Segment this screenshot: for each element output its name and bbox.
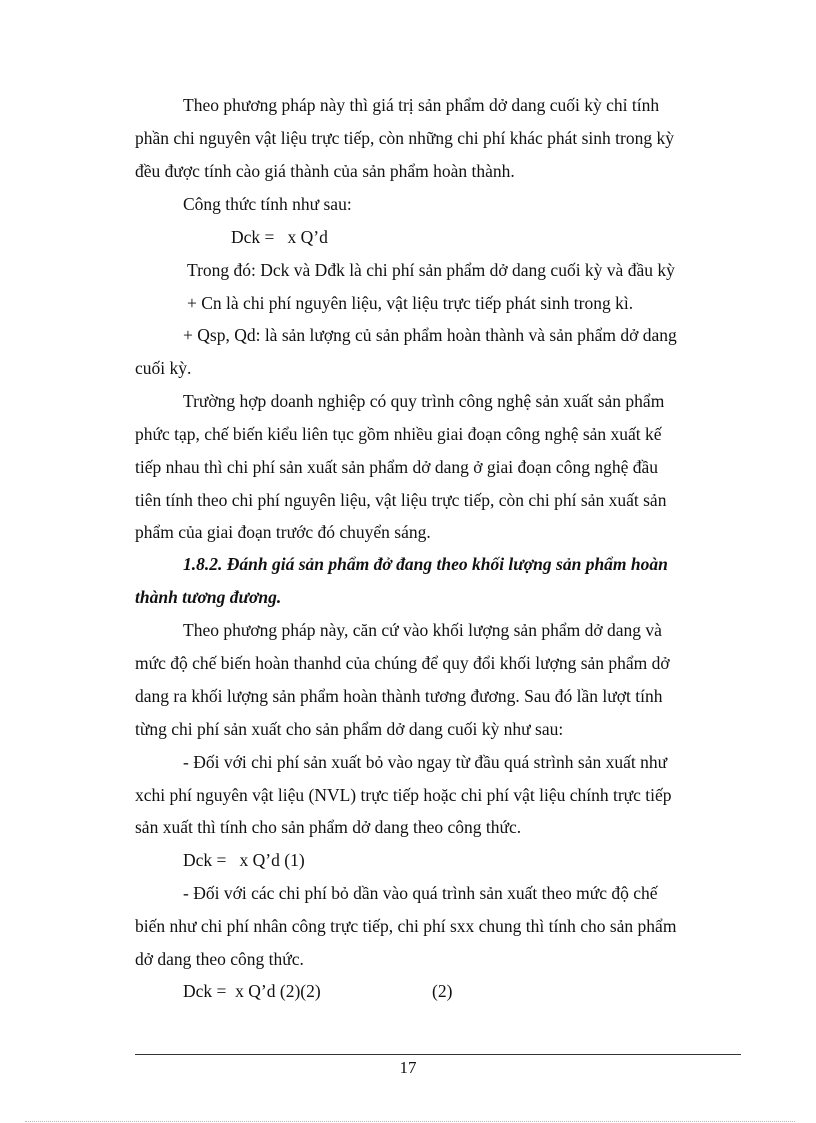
paragraph-line: Trường hợp doanh nghiệp có quy trình công nghệ sản xuất sản phẩm: [183, 391, 665, 411]
paragraph-line: dở dang theo công thức.: [135, 949, 304, 969]
paragraph-line: - Đối với các chi phí bỏ dần vào quá trình sản xuất theo mức độ chế: [183, 883, 658, 903]
paragraph-line: đều được tính cào giá thành của sản phẩm hoàn thành.: [135, 161, 515, 181]
paragraph-line: mức độ chế biến hoàn thanhd của chúng để quy đổi khối lượng sản phẩm dở: [135, 653, 670, 673]
paragraph-line: cuối kỳ.: [135, 358, 192, 378]
paragraph-line: Theo phương pháp này, căn cứ vào khối lượng sản phẩm dở dang và: [183, 620, 662, 640]
paragraph-line: từng chi phí sản xuất cho sản phẩm dở dang cuối kỳ như sau:: [135, 719, 564, 739]
paragraph-line: Theo phương pháp này thì giá trị sản phẩm dở dang cuối kỳ chỉ tính: [183, 95, 660, 115]
footer-rule: [135, 1054, 741, 1055]
paragraph-line: + Cn là chi phí nguyên liệu, vật liệu trực tiếp phát sinh trong kì.: [187, 293, 634, 313]
paragraph-line: Công thức tính như sau:: [183, 194, 352, 214]
paragraph-line: sản xuất thì tính cho sản phẩm dở dang theo công thức.: [135, 817, 522, 837]
formula-line: Dck = x Q’d (2)(2): [183, 981, 321, 1001]
paragraph-line: Trong đó: Dck và Dđk là chi phí sản phẩm dở dang cuối kỳ và đầu kỳ: [187, 260, 675, 280]
paragraph-line: + Qsp, Qd: là sản lượng củ sản phẩm hoàn thành và sản phẩm dở dang: [183, 325, 677, 345]
paragraph-line: tiếp nhau thì chi phí sản xuất sản phẩm dở dang ở giai đoạn công nghệ đầu: [135, 457, 658, 477]
paragraph-line: xchi phí nguyên vật liệu (NVL) trực tiếp hoặc chi phí vật liệu chính trực tiếp: [135, 785, 672, 805]
section-heading-continued: thành tương đương.: [135, 587, 282, 607]
paragraph-line: dang ra khối lượng sản phẩm hoàn thành tương đương. Sau đó lần lượt tính: [135, 686, 663, 706]
page-edge-divider: [25, 1121, 795, 1122]
paragraph-line: tiên tính theo chi phí nguyên liệu, vật liệu trực tiếp, còn chi phí sản xuất sản: [135, 490, 667, 510]
paragraph-line: phần chi nguyên vật liệu trực tiếp, còn những chi phí khác phát sinh trong kỳ: [135, 128, 674, 148]
paragraph-line: biến như chi phí nhân công trực tiếp, chi phí sxx chung thì tính cho sản phẩm: [135, 916, 677, 936]
paragraph-line: phức tạp, chế biến kiểu liên tục gồm nhiều giai đoạn công nghệ sản xuất kế: [135, 424, 662, 444]
formula-number: (2): [432, 981, 453, 1001]
formula-line: Dck = x Q’d: [231, 227, 328, 247]
page-number: 17: [399, 1058, 417, 1077]
paragraph-line: phẩm của giai đoạn trước đó chuyển sáng.: [135, 522, 431, 542]
formula-line: Dck = x Q’d (1): [183, 850, 305, 870]
section-heading: 1.8.2. Đánh giá sản phẩm đở đang theo khối lượng sản phẩm hoàn: [183, 554, 668, 574]
paragraph-line: - Đối với chi phí sản xuất bỏ vào ngay từ đầu quá strình sản xuất như: [183, 752, 668, 772]
